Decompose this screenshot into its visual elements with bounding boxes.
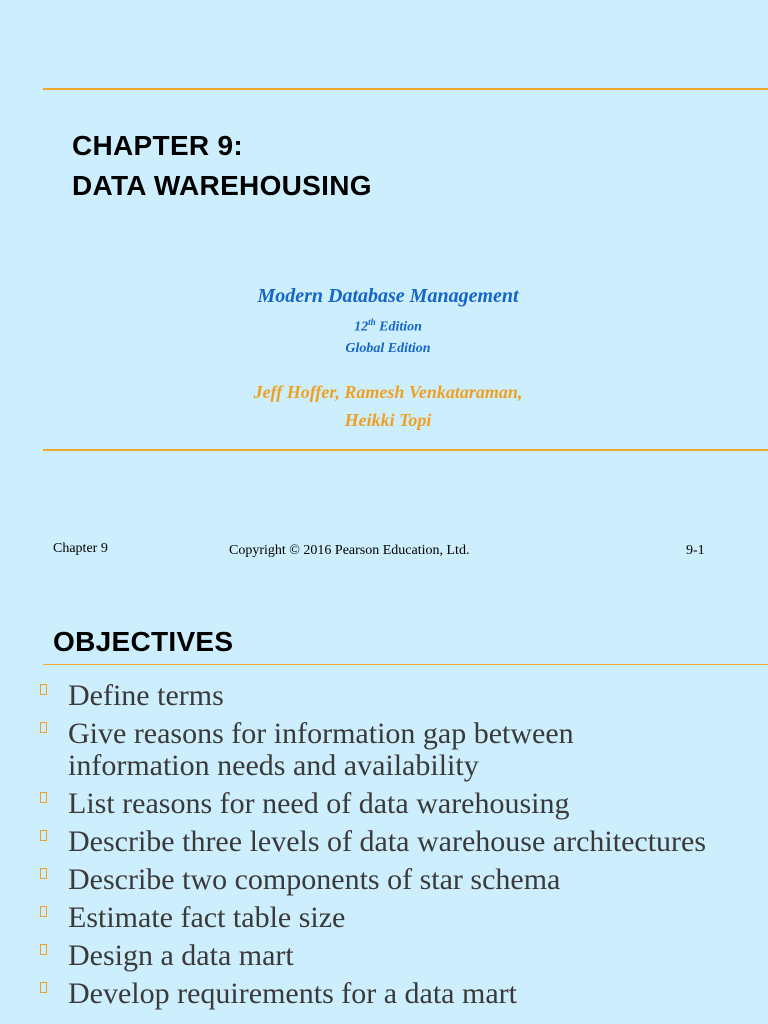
- bullet-icon: [40, 830, 47, 841]
- list-item: [0, 902, 708, 934]
- book-title: Modern Database Management: [257, 285, 519, 307]
- bullet-icon: [40, 982, 47, 993]
- chapter-title: [72, 126, 372, 206]
- authors-line1: Jeff Hoffer, Ramesh Venkataraman,: [253, 382, 523, 402]
- authors: [0, 378, 768, 434]
- list-item-text: Describe three levels of data warehouse architectures: [68, 825, 707, 858]
- bullet-icon: [40, 684, 47, 695]
- bullet-icon: [40, 792, 47, 803]
- edition-suffix: th: [368, 317, 376, 327]
- footer-copyright: Copyright © 2016 Pearson Education, Ltd.: [229, 543, 470, 558]
- list-item: [0, 680, 708, 712]
- list-item: [0, 826, 708, 858]
- list-item: [0, 718, 708, 782]
- list-item: [0, 940, 708, 972]
- authors-line2: Heikki Topi: [344, 410, 432, 430]
- footer-page-number: 9-1: [686, 543, 705, 558]
- footer-chapter: Chapter 9: [53, 541, 108, 556]
- chapter-title-line2: DATA WAREHOUSING: [72, 170, 372, 201]
- bullet-icon: [40, 722, 47, 733]
- edition-global: Global Edition: [345, 340, 431, 356]
- chapter-title-line1: CHAPTER 9:: [72, 130, 244, 161]
- bullet-icon: [40, 906, 47, 917]
- list-item: [0, 978, 708, 1010]
- list-item-text: Design a data mart: [68, 939, 294, 972]
- objectives-title: OBJECTIVES: [53, 626, 234, 657]
- list-item-text: Describe two components of star schema: [68, 863, 561, 896]
- edition-info: [0, 312, 768, 359]
- list-item-text: Define terms: [68, 679, 224, 712]
- bottom-divider: [43, 449, 768, 451]
- top-divider: [43, 88, 768, 90]
- list-item: [0, 864, 708, 896]
- list-item-text: List reasons for need of data warehousing: [68, 787, 570, 820]
- bullet-icon: [40, 868, 47, 879]
- edition-number: 12: [354, 319, 369, 335]
- objectives-divider: [43, 664, 768, 665]
- list-item-text: Develop requirements for a data mart: [68, 977, 517, 1010]
- edition-word: Edition: [375, 319, 422, 335]
- bullet-icon: [40, 944, 47, 955]
- list-item-text: Estimate fact table size: [68, 901, 346, 934]
- list-item: [0, 788, 708, 820]
- objectives-list: [0, 680, 708, 1016]
- list-item-text: Give reasons for information gap between information needs and availability: [68, 717, 574, 782]
